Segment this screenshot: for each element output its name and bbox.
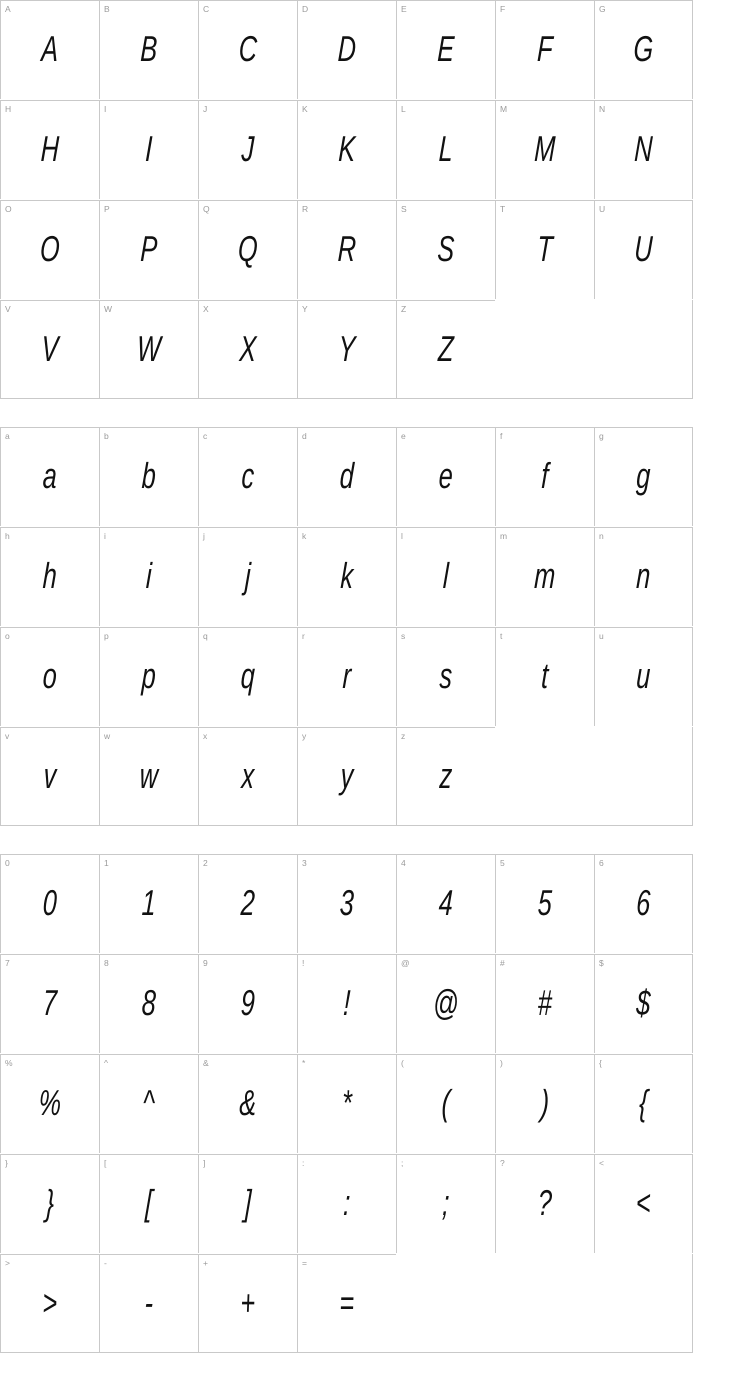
glyph-block-lowercase — [0, 427, 740, 827]
glyph-cell-character: ] — [243, 1182, 253, 1223]
glyph-cell-character: k — [339, 555, 355, 596]
glyph-cell-label: S — [401, 204, 407, 214]
glyph-cell-character: P — [139, 228, 159, 269]
glyph-cell-character: ^ — [142, 1082, 156, 1123]
glyph-cell[interactable] — [495, 527, 594, 626]
glyph-cell-character: 9 — [240, 982, 256, 1023]
glyph-cell-label: I — [104, 104, 107, 114]
glyph-cell-label: 6 — [599, 858, 604, 868]
glyph-cell[interactable] — [0, 1154, 99, 1253]
glyph-row — [0, 627, 740, 727]
glyph-cell-character: Y — [337, 327, 357, 369]
glyph-cell-character: u — [635, 655, 652, 696]
glyph-cell-character: @ — [432, 982, 460, 1023]
glyph-cell-character: z — [438, 754, 454, 796]
glyph-cell-label: * — [302, 1058, 306, 1068]
glyph-cell-label: 9 — [203, 958, 208, 968]
glyph-cell[interactable] — [594, 954, 693, 1053]
glyph-cell-character: 2 — [240, 882, 256, 923]
glyph-block-uppercase — [0, 0, 740, 400]
glyph-cell-character: T — [536, 228, 554, 269]
glyph-cell-label: J — [203, 104, 208, 114]
glyph-cell[interactable] — [297, 0, 396, 99]
glyph-cell-label: E — [401, 4, 407, 14]
glyph-cell-character: I — [144, 128, 154, 169]
glyph-cell-character: - — [143, 1281, 155, 1323]
glyph-cell-character: 1 — [141, 882, 157, 923]
glyph-row — [0, 200, 740, 300]
glyph-cell-empty — [495, 1254, 594, 1353]
glyph-cell-label: K — [302, 104, 308, 114]
glyph-cell[interactable] — [495, 200, 594, 299]
glyph-cell-label: u — [599, 631, 604, 641]
glyph-cell-character: M — [533, 128, 557, 169]
glyph-cell-label: i — [104, 531, 106, 541]
glyph-cell-label: O — [5, 204, 12, 214]
glyph-cell-label: Z — [401, 304, 407, 314]
glyph-cell[interactable] — [396, 200, 495, 299]
glyph-cell[interactable] — [0, 727, 99, 826]
glyph-cell[interactable] — [396, 427, 495, 526]
glyph-cell[interactable] — [99, 627, 198, 726]
glyph-cell[interactable] — [198, 1254, 297, 1353]
glyph-cell-character: 4 — [438, 882, 454, 923]
glyph-cell-character: > — [41, 1281, 59, 1323]
glyph-cell-label: 5 — [500, 858, 505, 868]
glyph-cell-empty — [594, 300, 693, 399]
glyph-cell[interactable] — [99, 100, 198, 199]
glyph-cell-label: # — [500, 958, 505, 968]
glyph-cell-label: + — [203, 1258, 208, 1268]
glyph-cell[interactable] — [198, 727, 297, 826]
glyph-cell-label: 1 — [104, 858, 109, 868]
glyph-cell[interactable] — [396, 0, 495, 99]
glyph-cell-label: n — [599, 531, 604, 541]
glyph-cell-character: e — [438, 455, 454, 496]
glyph-cell-label: w — [104, 731, 111, 741]
glyph-cell-label: c — [203, 431, 208, 441]
glyph-cell-label: @ — [401, 958, 410, 968]
glyph-row — [0, 427, 740, 527]
glyph-cell-label: - — [104, 1258, 107, 1268]
glyph-cell-character: ; — [441, 1182, 451, 1223]
glyph-cell[interactable] — [297, 200, 396, 299]
glyph-cell-character: L — [438, 128, 454, 169]
glyph-cell-character: O — [39, 228, 61, 269]
glyph-cell-character: h — [42, 555, 58, 596]
glyph-cell-character: G — [632, 28, 655, 69]
glyph-cell-character: V — [40, 327, 60, 369]
glyph-cell-character: A — [40, 28, 60, 69]
glyph-cell[interactable] — [495, 100, 594, 199]
glyph-cell[interactable] — [396, 527, 495, 626]
glyph-cell[interactable] — [594, 1054, 693, 1153]
glyph-cell-character: B — [139, 28, 159, 69]
glyph-cell-label: P — [104, 204, 110, 214]
glyph-cell-character: { — [638, 1082, 649, 1123]
glyph-cell[interactable] — [396, 727, 495, 826]
glyph-cell-character: 0 — [42, 882, 58, 923]
glyph-cell-character: x — [240, 754, 256, 796]
glyph-cell-character: Q — [237, 228, 259, 269]
glyph-row — [0, 854, 740, 954]
glyph-cell-label: f — [500, 431, 503, 441]
glyph-cell-character: S — [436, 228, 456, 269]
glyph-cell-empty — [396, 1254, 495, 1353]
glyph-cell[interactable] — [0, 627, 99, 726]
glyph-cell-character: n — [635, 555, 652, 596]
glyph-cell-label: s — [401, 631, 406, 641]
glyph-cell-character: 7 — [42, 982, 58, 1023]
glyph-cell-label: 0 — [5, 858, 10, 868]
glyph-block-digits-and-symbols — [0, 854, 740, 1354]
glyph-cell[interactable] — [594, 1154, 693, 1253]
glyph-cell[interactable] — [297, 100, 396, 199]
glyph-cell[interactable] — [495, 854, 594, 953]
glyph-cell-label: : — [302, 1158, 305, 1168]
glyph-cell-character: w — [139, 754, 160, 796]
glyph-cell[interactable] — [297, 527, 396, 626]
glyph-cell-character: W — [136, 327, 162, 369]
glyph-cell-character: } — [44, 1182, 56, 1223]
glyph-row — [0, 0, 740, 100]
glyph-cell[interactable] — [594, 527, 693, 626]
glyph-cell-label: Y — [302, 304, 308, 314]
glyph-cell-character: [ — [144, 1182, 154, 1223]
glyph-cell-character: U — [633, 228, 654, 269]
glyph-cell-label: B — [104, 4, 110, 14]
glyph-row — [0, 727, 740, 827]
glyph-cell[interactable] — [495, 1054, 594, 1153]
glyph-cell-character: R — [337, 228, 358, 269]
glyph-cell[interactable] — [198, 200, 297, 299]
glyph-cell-character: c — [240, 455, 256, 496]
glyph-cell-label: l — [401, 531, 403, 541]
glyph-cell-label: ( — [401, 1058, 404, 1068]
glyph-cell[interactable] — [495, 954, 594, 1053]
glyph-cell-character: 6 — [635, 882, 652, 923]
glyph-cell[interactable] — [99, 1254, 198, 1353]
glyph-cell-character: K — [337, 128, 357, 169]
glyph-cell[interactable] — [594, 427, 693, 526]
glyph-cell-label: 3 — [302, 858, 307, 868]
glyph-cell-character: + — [239, 1281, 257, 1323]
glyph-cell[interactable] — [0, 100, 99, 199]
glyph-cell[interactable] — [99, 954, 198, 1053]
glyph-cell-empty — [594, 1254, 693, 1353]
glyph-cell-label: % — [5, 1058, 13, 1068]
glyph-cell-character: Z — [437, 327, 455, 369]
glyph-cell[interactable] — [198, 100, 297, 199]
glyph-cell-label: h — [5, 531, 10, 541]
glyph-cell-character: 8 — [141, 982, 157, 1023]
glyph-cell[interactable] — [198, 527, 297, 626]
glyph-cell-character: X — [238, 327, 258, 369]
glyph-cell-character: F — [536, 28, 554, 69]
glyph-cell[interactable] — [396, 627, 495, 726]
glyph-cell-label: A — [5, 4, 11, 14]
glyph-row — [0, 100, 740, 200]
glyph-cell-label: j — [203, 531, 205, 541]
glyph-cell[interactable] — [594, 627, 693, 726]
glyph-row — [0, 527, 740, 627]
glyph-cell-label: m — [500, 531, 508, 541]
glyph-row — [0, 300, 740, 400]
glyph-cell-label: D — [302, 4, 309, 14]
glyph-cell[interactable] — [99, 427, 198, 526]
glyph-cell[interactable] — [495, 1154, 594, 1253]
glyph-cell-label: F — [500, 4, 506, 14]
glyph-cell-label: W — [104, 304, 113, 314]
glyph-cell[interactable] — [297, 854, 396, 953]
glyph-cell[interactable] — [396, 854, 495, 953]
glyph-cell[interactable] — [99, 1154, 198, 1253]
glyph-cell-label: V — [5, 304, 11, 314]
glyph-cell-label: g — [599, 431, 604, 441]
glyph-cell[interactable] — [297, 300, 396, 399]
glyph-row — [0, 1254, 740, 1354]
glyph-cell[interactable] — [99, 0, 198, 99]
glyph-cell-label: N — [599, 104, 606, 114]
glyph-cell-label: q — [203, 631, 208, 641]
glyph-cell-character: * — [341, 1082, 353, 1123]
glyph-cell-label: ; — [401, 1158, 404, 1168]
glyph-cell-label: T — [500, 204, 506, 214]
glyph-cell[interactable] — [198, 1054, 297, 1153]
glyph-cell-label: [ — [104, 1158, 107, 1168]
glyph-cell-character: ? — [537, 1182, 553, 1223]
glyph-cell-character: b — [141, 455, 157, 496]
glyph-cell[interactable] — [0, 527, 99, 626]
glyph-cell[interactable] — [0, 427, 99, 526]
glyph-cell-label: ? — [500, 1158, 505, 1168]
glyph-cell-character: p — [141, 655, 157, 696]
glyph-cell-label: U — [599, 204, 606, 214]
glyph-cell-label: { — [599, 1058, 602, 1068]
glyph-cell[interactable] — [297, 1154, 396, 1253]
glyph-cell-character: 5 — [537, 882, 553, 923]
glyph-cell-character: N — [633, 128, 654, 169]
glyph-cell-character: m — [533, 555, 557, 596]
glyph-cell[interactable] — [297, 627, 396, 726]
glyph-cell-character: q — [240, 655, 256, 696]
glyph-cell-empty — [594, 727, 693, 826]
glyph-cell-character: y — [339, 754, 355, 796]
glyph-cell[interactable] — [198, 854, 297, 953]
glyph-cell[interactable] — [396, 300, 495, 399]
glyph-cell-label: v — [5, 731, 10, 741]
glyph-cell-label: ) — [500, 1058, 503, 1068]
glyph-cell-label: G — [599, 4, 606, 14]
glyph-cell-character: % — [37, 1082, 63, 1123]
glyph-cell-character: ) — [539, 1082, 551, 1123]
glyph-cell[interactable] — [396, 1154, 495, 1253]
glyph-cell-label: y — [302, 731, 307, 741]
glyph-cell[interactable] — [297, 427, 396, 526]
glyph-cell[interactable] — [594, 100, 693, 199]
glyph-cell[interactable] — [0, 854, 99, 953]
glyph-cell-label: 8 — [104, 958, 109, 968]
glyph-cell-character: # — [537, 982, 553, 1023]
glyph-cell-character: f — [540, 455, 550, 496]
glyph-cell[interactable] — [0, 0, 99, 99]
glyph-cell-label: & — [203, 1058, 209, 1068]
glyph-cell-character: J — [240, 128, 256, 169]
glyph-cell-label: $ — [599, 958, 604, 968]
glyph-cell[interactable] — [99, 727, 198, 826]
glyph-cell-label: = — [302, 1258, 307, 1268]
glyph-cell-character: r — [341, 655, 353, 696]
glyph-row — [0, 954, 740, 1054]
glyph-cell-label: > — [5, 1258, 10, 1268]
glyph-cell-label: ^ — [104, 1058, 108, 1068]
glyph-cell-character: l — [442, 555, 450, 596]
glyph-cell-label: Q — [203, 204, 210, 214]
glyph-cell-label: p — [104, 631, 109, 641]
glyph-cell-character: d — [339, 455, 355, 496]
glyph-cell-label: M — [500, 104, 508, 114]
glyph-cell-label: x — [203, 731, 208, 741]
glyph-cell-character: H — [40, 128, 61, 169]
glyph-cell-character: o — [42, 655, 58, 696]
glyph-cell[interactable] — [198, 300, 297, 399]
glyph-cell-character: s — [438, 655, 454, 696]
glyph-cell-character: a — [42, 455, 58, 496]
glyph-cell[interactable] — [495, 627, 594, 726]
glyph-cell-label: t — [500, 631, 503, 641]
glyph-cell-label: b — [104, 431, 109, 441]
glyph-cell-label: 2 — [203, 858, 208, 868]
glyph-cell-label: d — [302, 431, 307, 441]
glyph-cell-label: e — [401, 431, 406, 441]
glyph-cell[interactable] — [396, 100, 495, 199]
glyph-cell[interactable] — [594, 854, 693, 953]
glyph-cell-character: 3 — [339, 882, 355, 923]
glyph-cell-character: : — [342, 1182, 352, 1223]
glyph-cell[interactable] — [0, 1054, 99, 1153]
glyph-cell-label: ] — [203, 1158, 206, 1168]
glyph-cell-character: E — [436, 28, 456, 69]
glyph-cell[interactable] — [99, 200, 198, 299]
glyph-cell[interactable] — [198, 954, 297, 1053]
glyph-cell[interactable] — [0, 300, 99, 399]
glyph-cell-label: } — [5, 1158, 8, 1168]
glyph-cell[interactable] — [396, 1054, 495, 1153]
glyph-cell[interactable] — [99, 527, 198, 626]
glyph-cell-character: i — [145, 555, 153, 596]
glyph-cell-label: 7 — [5, 958, 10, 968]
glyph-cell[interactable] — [99, 1054, 198, 1153]
glyph-cell-empty — [495, 727, 594, 826]
glyph-cell[interactable] — [297, 727, 396, 826]
glyph-cell[interactable] — [495, 0, 594, 99]
glyph-cell[interactable] — [198, 627, 297, 726]
glyph-cell-label: L — [401, 104, 406, 114]
glyph-cell[interactable] — [495, 427, 594, 526]
glyph-cell[interactable] — [297, 1254, 396, 1353]
glyph-cell-character: C — [238, 28, 259, 69]
glyph-cell[interactable] — [594, 200, 693, 299]
glyph-cell-character: = — [338, 1281, 356, 1323]
glyph-cell-label: o — [5, 631, 10, 641]
glyph-cell[interactable] — [99, 854, 198, 953]
glyph-cell-label: X — [203, 304, 209, 314]
glyph-cell[interactable] — [99, 300, 198, 399]
glyph-cell[interactable] — [0, 200, 99, 299]
glyph-cell-character: $ — [635, 982, 652, 1023]
glyph-row — [0, 1154, 740, 1254]
glyph-cell-label: z — [401, 731, 406, 741]
glyph-cell[interactable] — [198, 1154, 297, 1253]
glyph-cell-label: C — [203, 4, 210, 14]
glyph-cell-character: ( — [440, 1082, 452, 1123]
glyph-cell-character: & — [238, 1082, 258, 1123]
glyph-cell[interactable] — [0, 1254, 99, 1353]
glyph-cell[interactable] — [297, 1054, 396, 1153]
glyph-cell-character: D — [337, 28, 358, 69]
glyph-cell-label: r — [302, 631, 305, 641]
glyph-cell-label: H — [5, 104, 12, 114]
glyph-cell[interactable] — [198, 0, 297, 99]
glyph-cell-character: j — [244, 555, 252, 596]
glyph-cell[interactable] — [198, 427, 297, 526]
glyph-row — [0, 1054, 740, 1154]
glyph-cell-character: ! — [342, 982, 352, 1023]
glyph-cell-character: t — [540, 655, 550, 696]
glyph-cell[interactable] — [297, 954, 396, 1053]
glyph-cell[interactable] — [396, 954, 495, 1053]
glyph-cell-label: ! — [302, 958, 305, 968]
glyph-cell-label: < — [599, 1158, 604, 1168]
glyph-cell-label: 4 — [401, 858, 406, 868]
glyph-cell-character: g — [635, 455, 652, 496]
glyph-cell-empty — [495, 300, 594, 399]
glyph-cell-label: k — [302, 531, 307, 541]
glyph-cell-label: a — [5, 431, 10, 441]
glyph-cell-character: v — [42, 754, 58, 796]
glyph-cell[interactable] — [594, 0, 693, 99]
glyph-cell-label: R — [302, 204, 309, 214]
glyph-cell-character: < — [635, 1182, 652, 1223]
glyph-cell[interactable] — [0, 954, 99, 1053]
